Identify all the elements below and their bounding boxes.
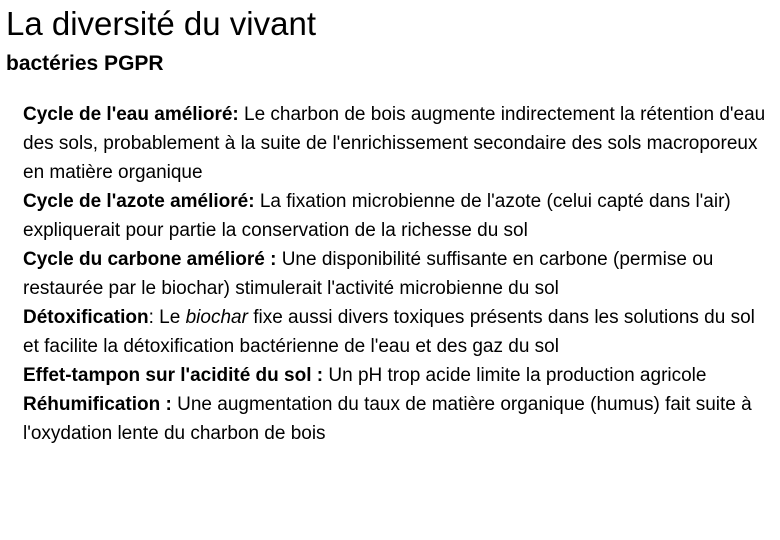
item-text-before: : Le <box>148 307 186 328</box>
page-subtitle: bactéries PGPR <box>6 52 164 75</box>
item-text: Un pH trop acide limite la production agricole <box>323 365 707 386</box>
page-title: La diversité du vivant <box>6 5 317 42</box>
item-term: Cycle de l'eau amélioré: <box>23 104 239 125</box>
item-term: Effet-tampon sur l'acidité du sol : <box>23 365 324 386</box>
item-term: Réhumification : <box>23 394 172 415</box>
content-body <box>23 100 768 448</box>
item-water-cycle <box>23 100 768 187</box>
item-detoxification <box>23 303 768 361</box>
item-carbon-cycle <box>23 245 768 303</box>
item-text: fixe aussi divers toxiques présents dans les solutions du sol et facilite la détoxification bactérienne de l'eau et des gaz du sol <box>23 307 755 357</box>
item-term: Cycle de l'azote amélioré: <box>23 191 255 212</box>
item-text: Le charbon de bois augmente indirectement la rétention d'eau des sols, probablement à la suite de l'enrichissement secondaire des sols macroporeux en matière organique <box>23 104 766 183</box>
item-term: Cycle du carbone amélioré : <box>23 249 277 270</box>
item-text: Une augmentation du taux de matière organique (humus) fait suite à l'oxydation lente du charbon de bois <box>23 394 752 444</box>
item-text: Une disponibilité suffisante en carbone (permise ou restaurée par le biochar) stimulerait l'activité microbienne du sol <box>23 249 714 299</box>
item-emphasis: biochar <box>185 307 248 328</box>
item-text: La fixation microbienne de l'azote (celui capté dans l'air) expliquerait pour partie la conservation de la richesse du sol <box>23 191 731 241</box>
item-buffer-effect <box>23 361 768 390</box>
item-term: Détoxification <box>23 307 149 328</box>
item-nitrogen-cycle <box>23 187 768 245</box>
item-rehumification <box>23 390 768 448</box>
